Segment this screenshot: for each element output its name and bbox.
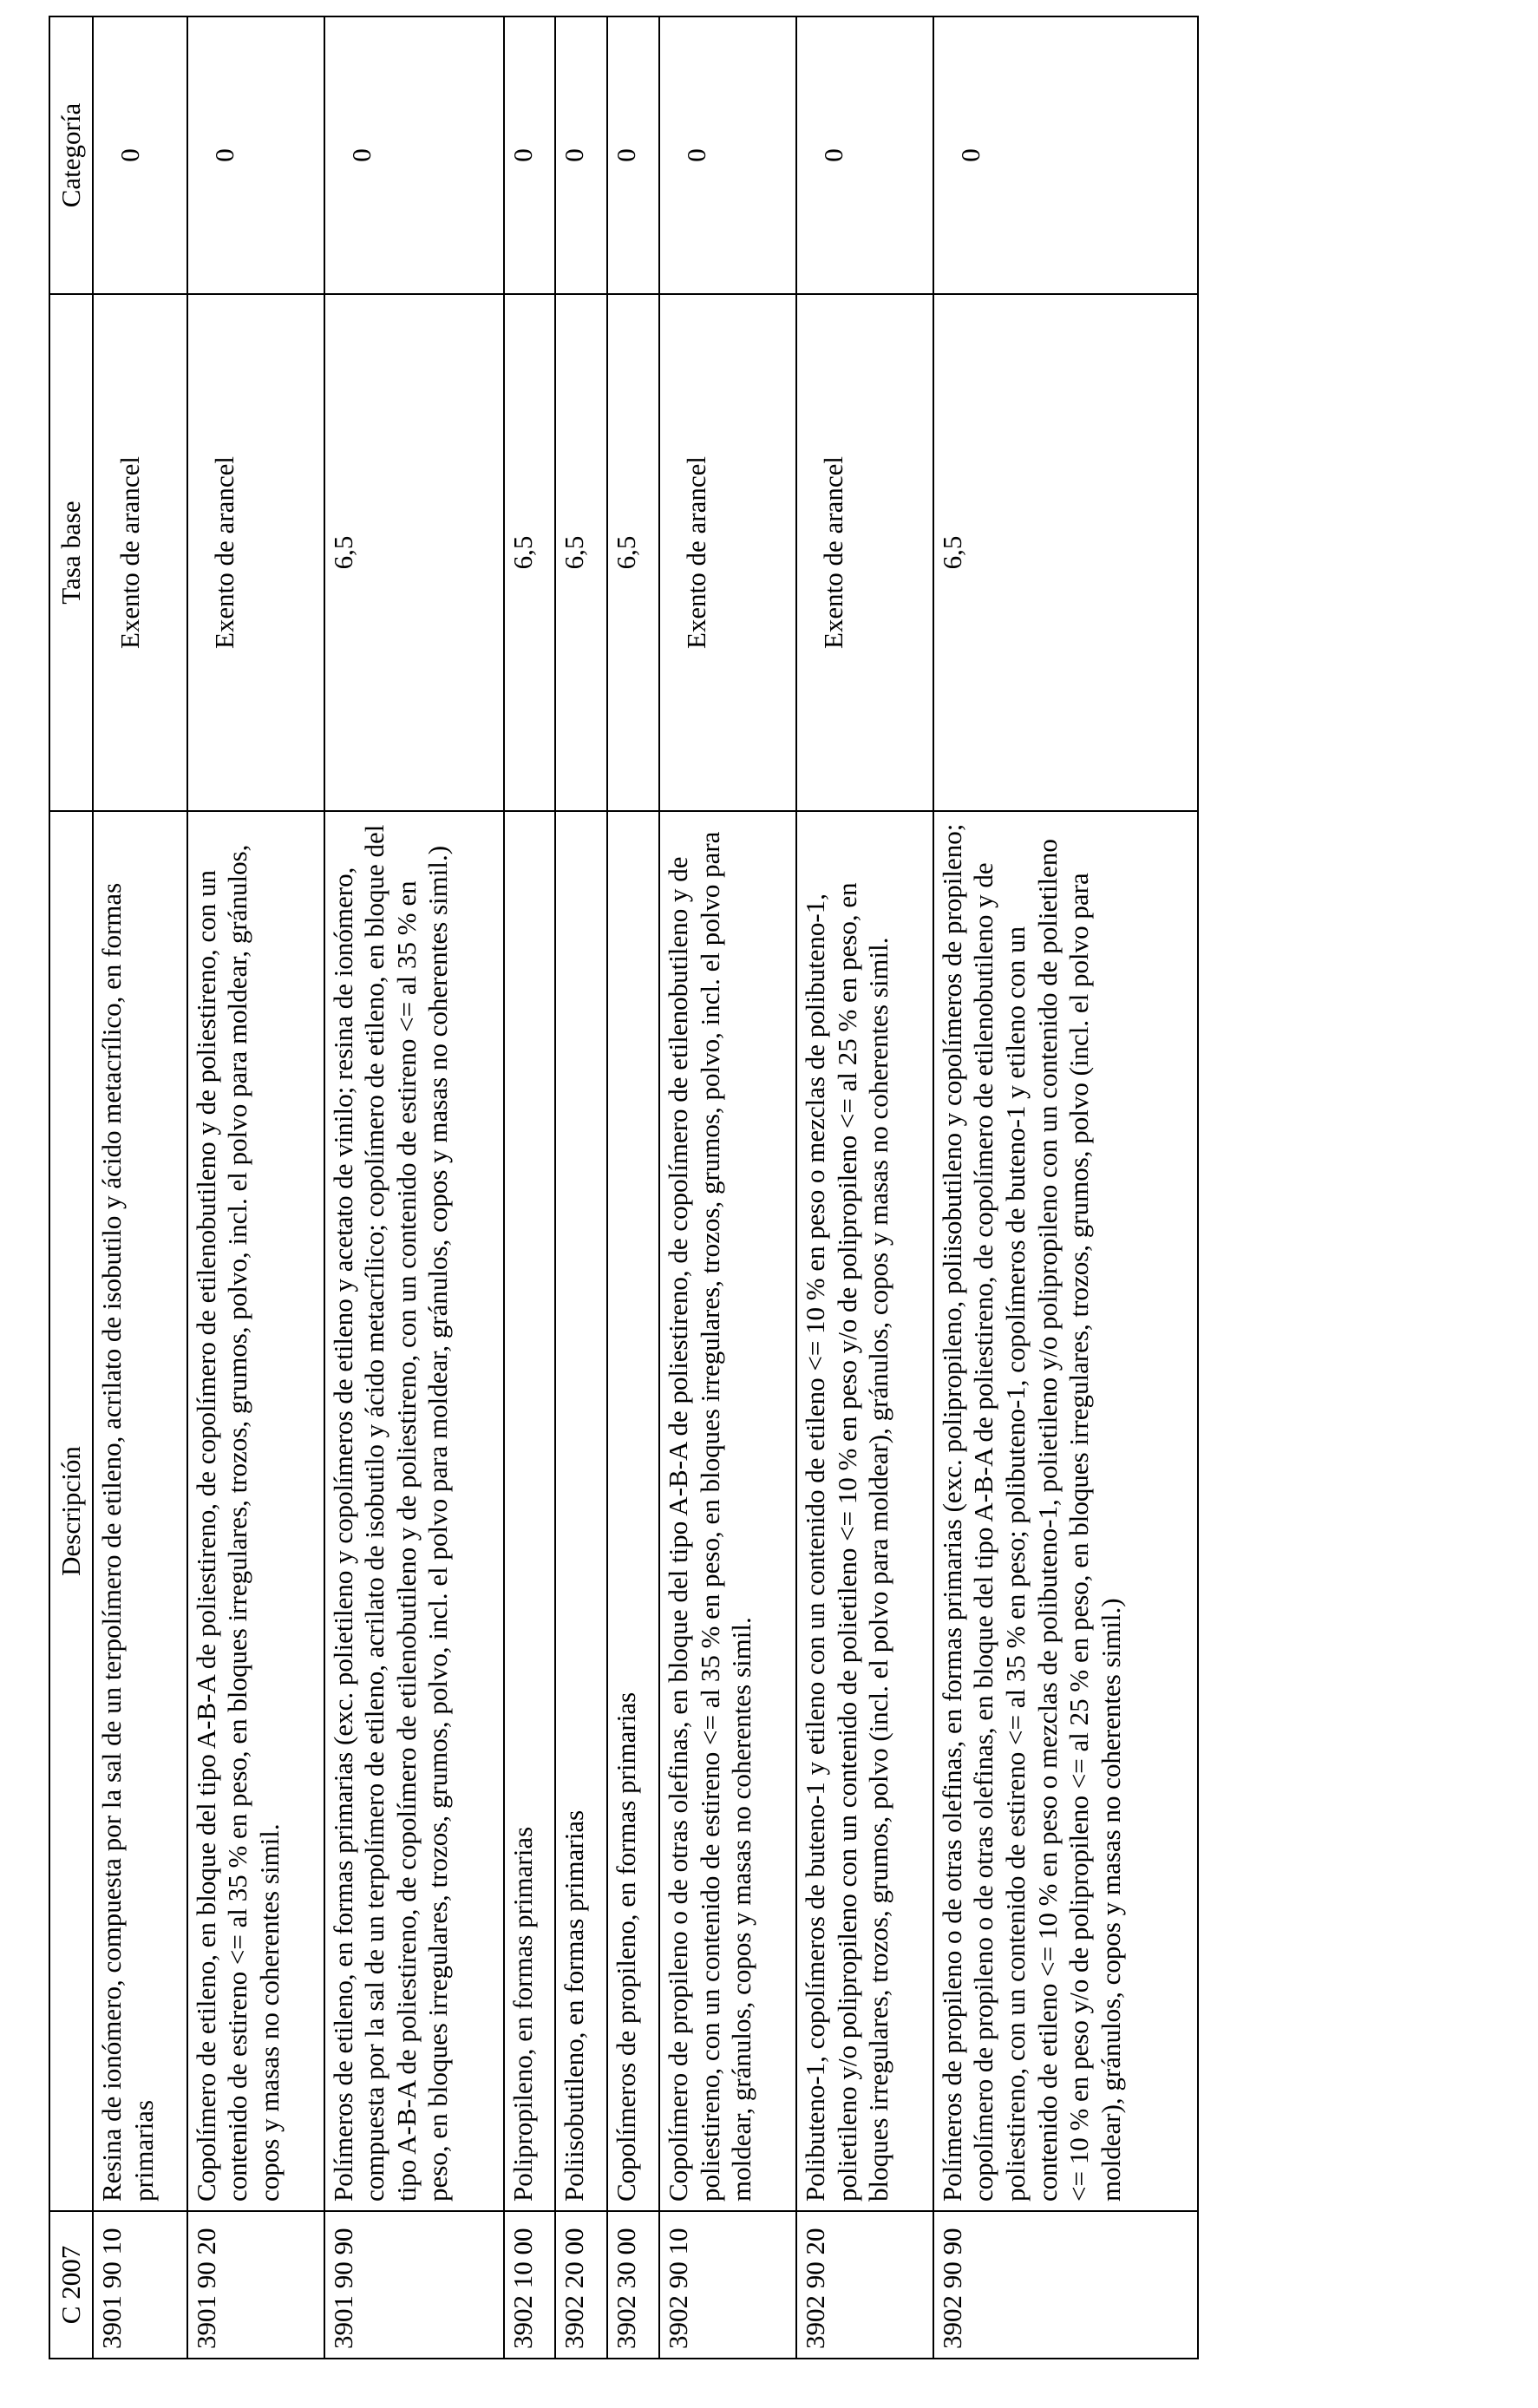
cell-category: 0 bbox=[796, 16, 933, 294]
cell-base-rate: Exento de arancel bbox=[187, 294, 324, 811]
cell-code: 3902 90 90 bbox=[933, 2211, 1198, 2359]
table-row bbox=[796, 16, 933, 2359]
cell-description: Poliisobutileno, en formas primarias bbox=[555, 811, 607, 2211]
cell-code: 3902 10 00 bbox=[504, 2211, 556, 2359]
cell-category: 0 bbox=[93, 16, 187, 294]
cell-description: Polímeros de propileno o de otras olefinas, en formas primarias (exc. polipropileno, poliisobutileno y copolímeros de propileno; copolímero de propileno o de otras olefinas, en bloque del tipo A-B-A de poliestireno, de copolímero de etilenobutileno y de poliestireno, con un contenido de estireno <= al 35 % en peso; polibuteno-1, copolímeros de buteno-1 y etileno con un contenido de etileno <= 10 % en peso o mezclas de polibuteno-1, polietileno y/o polipropileno con un contenido de polietileno <= 10 % en peso y/o de polipropileno <= al 25 % en peso, en bloques irregulares, trozos, grumos, polvo (incl. el polvo para moldear), gránulos, copos y masas no coherentes simil.) bbox=[933, 811, 1198, 2211]
cell-base-rate: 6,5 bbox=[933, 294, 1198, 811]
table-row bbox=[504, 16, 556, 2359]
cell-category: 0 bbox=[504, 16, 556, 294]
cell-description: Polímeros de etileno, en formas primarias (exc. polietileno y copolímeros de etileno y acetato de vinilo; resina de ionómero, compuesta por la sal de un terpolímero de etileno, acrilato de isobutilo y ácido metacrílico; copolímero de etileno, en bloque del tipo A-B-A de poliestireno, de copolímero de etilenobutileno y de poliestireno, con un contenido de estireno <= al 35 % en peso, en bloques irregulares, trozos, grumos, polvo, incl. el polvo para moldear, gránulos, copos y masas no coherentes simil.) bbox=[324, 811, 504, 2211]
cell-description: Copolímero de propileno o de otras olefinas, en bloque del tipo A-B-A de poliestireno, de copolímero de etilenobutileno y de poliestireno, con un contenido de estireno <= al 35 % en peso, en bloques irregulares, trozos, grumos, polvo, incl. el polvo para moldear, gránulos, copos y masas no coherentes simil. bbox=[659, 811, 796, 2211]
header-category: Categoría bbox=[49, 16, 93, 294]
cell-category: 0 bbox=[187, 16, 324, 294]
cell-description: Copolímero de etileno, en bloque del tipo A-B-A de poliestireno, de copolímero de etilenobutileno y de poliestireno, con un contenido de estireno <= al 35 % en peso, en bloques irregulares, trozos, grumos, polvo, incl. el polvo para moldear, gránulos, copos y masas no coherentes simil. bbox=[187, 811, 324, 2211]
table-row bbox=[607, 16, 659, 2359]
cell-category: 0 bbox=[659, 16, 796, 294]
cell-base-rate: 6,5 bbox=[607, 294, 659, 811]
table-row bbox=[324, 16, 504, 2359]
cell-code: 3902 90 20 bbox=[796, 2211, 933, 2359]
cell-base-rate: 6,5 bbox=[504, 294, 556, 811]
cell-code: 3902 30 00 bbox=[607, 2211, 659, 2359]
cell-category: 0 bbox=[607, 16, 659, 294]
table-row bbox=[933, 16, 1198, 2359]
cell-code: 3902 90 10 bbox=[659, 2211, 796, 2359]
cell-category: 0 bbox=[324, 16, 504, 294]
table-row bbox=[187, 16, 324, 2359]
rotated-table-wrapper bbox=[49, 17, 1199, 2359]
header-base-rate: Tasa base bbox=[49, 294, 93, 811]
cell-description: Resina de ionómero, compuesta por la sal de un terpolímero de etileno, acrilato de isobutilo y ácido metacrílico, en formas primarias bbox=[93, 811, 187, 2211]
cell-base-rate: Exento de arancel bbox=[796, 294, 933, 811]
cell-description: Polibuteno-1, copolímeros de buteno-1 y etileno con un contenido de etileno <= 10 % en peso o mezclas de polibuteno-1, polietileno y/o polipropileno con un contenido de polietileno <= 10 % en peso y/o de polipropileno <= al 25 % en peso, en bloques irregulares, trozos, grumos, polvo (incl. el polvo para moldear), gránulos, copos y masas no coherentes simil. bbox=[796, 811, 933, 2211]
table-row bbox=[659, 16, 796, 2359]
cell-code: 3902 20 00 bbox=[555, 2211, 607, 2359]
cell-description: Copolímeros de propileno, en formas primarias bbox=[607, 811, 659, 2211]
header-row bbox=[49, 16, 93, 2359]
cell-code: 3901 90 10 bbox=[93, 2211, 187, 2359]
cell-code: 3901 90 90 bbox=[324, 2211, 504, 2359]
tariff-table bbox=[49, 16, 1199, 2359]
cell-base-rate: 6,5 bbox=[324, 294, 504, 811]
table-row bbox=[555, 16, 607, 2359]
table-row bbox=[93, 16, 187, 2359]
cell-category: 0 bbox=[933, 16, 1198, 294]
header-code: C 2007 bbox=[49, 2211, 93, 2359]
cell-base-rate: Exento de arancel bbox=[93, 294, 187, 811]
cell-base-rate: 6,5 bbox=[555, 294, 607, 811]
cell-description: Polipropileno, en formas primarias bbox=[504, 811, 556, 2211]
header-description: Descripción bbox=[49, 811, 93, 2211]
cell-category: 0 bbox=[555, 16, 607, 294]
cell-base-rate: Exento de arancel bbox=[659, 294, 796, 811]
cell-code: 3901 90 20 bbox=[187, 2211, 324, 2359]
